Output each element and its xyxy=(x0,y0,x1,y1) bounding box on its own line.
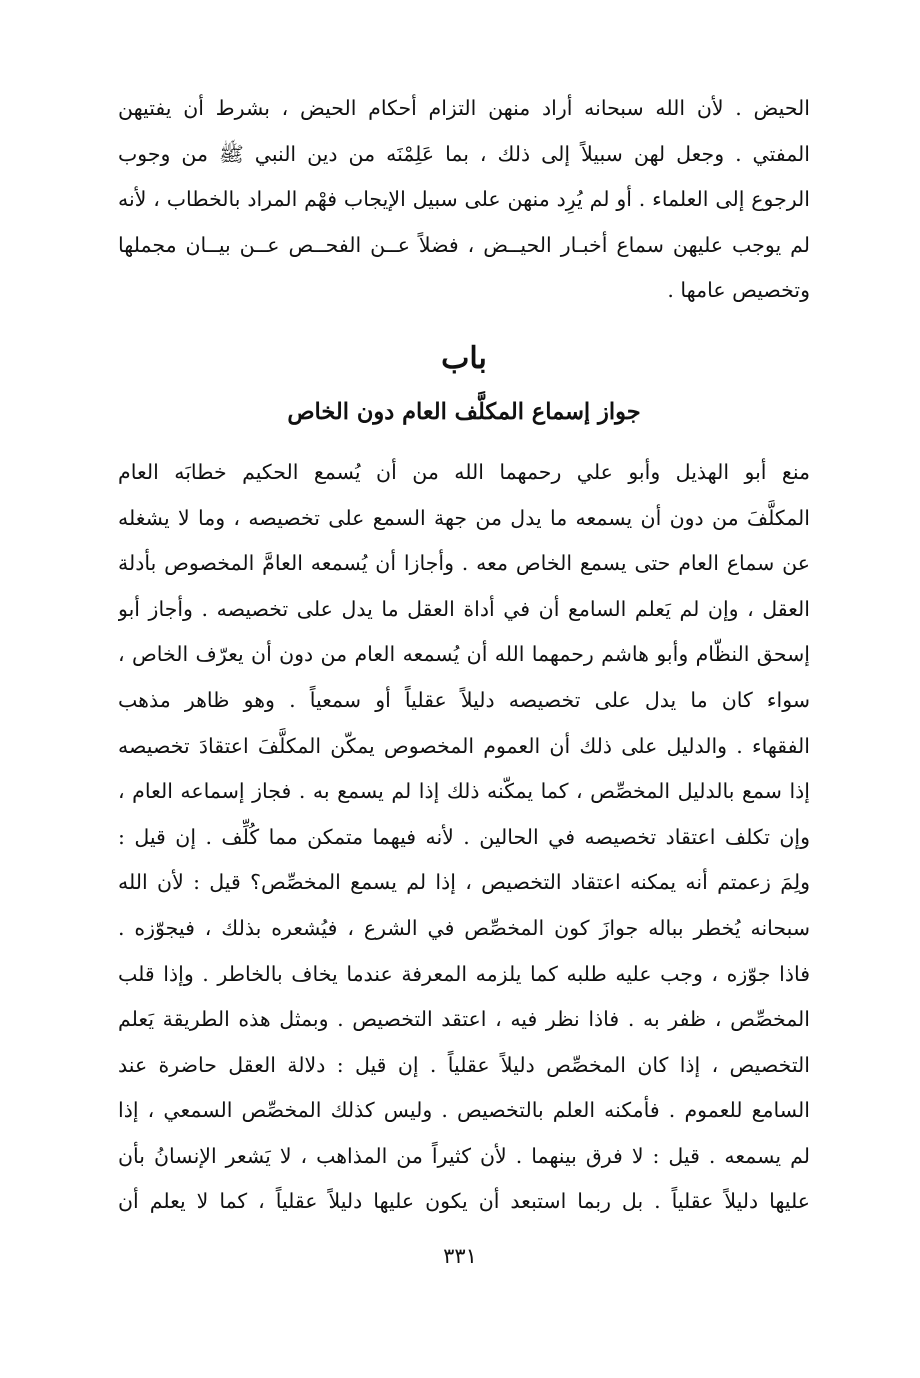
text-line: فاذا جوّزه ، وجب عليه طلبه كما يلزمه المعرفة عندما يخاف بالخاطر . وإذا قلب xyxy=(118,961,810,986)
text-line: إذا سمع بالدليل المخصِّص ، كما يمكّنه ذلك إذا لم يسمع به . فجاز إسماعه العام ، xyxy=(118,779,810,804)
text-line: الفقهاء . والدليل على ذلك أن العموم المخصوص يمكّن المكلَّفَ اعتقادَ تخصيصه xyxy=(118,733,810,758)
text-line: التخصيص ، إذا كان المخصِّص دليلاً عقلياً . إن قيل : دلالة العقل حاضرة عند xyxy=(118,1052,810,1077)
text-line: منع أبو الهذيل وأبو علي رحمهما الله من أن يُسمع الحكيم خطابَه العام xyxy=(118,459,810,484)
text-line: عليها دليلاً عقلياً . بل ربما استبعد أن يكون عليها دليلاً عقلياً ، كما لا يعلم أن xyxy=(118,1189,810,1214)
chapter-title: باب xyxy=(441,340,487,376)
text-line: سواء كان ما يدل على تخصيصه دليلاً عقلياً أو سمعياً . وهو ظاهر مذهب xyxy=(118,687,810,712)
text-line: ولِمَ زعمتم أنه يمكنه اعتقاد التخصيص ، إذا لم يسمع المخصِّص؟ قيل : لأن الله xyxy=(118,870,810,895)
chapter-subtitle: جواز إسماع المكلَّف العام دون الخاص xyxy=(287,398,641,425)
body-paragraph xyxy=(118,450,810,1225)
page-number: ٣٣١ xyxy=(443,1244,477,1268)
text-line: المخصِّص ، ظفر به . فاذا نظر فيه ، اعتقد التخصيص . وبمثل هذه الطريقة يَعلم xyxy=(118,1007,810,1032)
text-line: عن سماع العام حتى يسمع الخاص معه . وأجازا أن يُسمعه العامَّ المخصوص بأدلة xyxy=(118,551,810,576)
text-line: إسحق النظّام وأبو هاشم رحمهما الله أن يُسمعه العام من دون أن يعرّف الخاص ، xyxy=(118,642,810,667)
text-line: لم يوجب عليهن سماع أخبـار الحيــض ، فضلاً عــن الفحــص عــن بيــان مجملها xyxy=(118,232,810,257)
text-line: الرجوع إلى العلماء . أو لم يُرِد منهن على سبيل الإيجاب فهْم المراد بالخطاب ، لأنه xyxy=(118,187,810,212)
text-line: وتخصيص عامها . xyxy=(667,278,810,303)
text-line: لم يسمعه . قيل : لا فرق بينهما . لأن كثيراً من المذاهب ، لا يَشعر الإنسانُ بأن xyxy=(118,1143,810,1168)
intro-paragraph xyxy=(118,86,810,314)
page-content xyxy=(118,86,810,1225)
text-line: المفتي . وجعل لهن سبيلاً إلى ذلك ، بما عَلِمْنَه من دين النبي ﷺ من وجوب xyxy=(118,141,810,166)
text-line: سبحانه يُخطر بباله جوازَ كون المخصِّص في الشرع ، فيُشعره بذلك ، فيجوّزه . xyxy=(118,915,810,940)
text-line: المكلَّفَ من دون أن يسمعه ما يدل من جهة السمع على تخصيصه ، وما لا يشغله xyxy=(118,505,810,530)
text-line: العقل ، وإن لم يَعلم السامع أن في أداة العقل ما يدل على تخصيصه . وأجاز أبو xyxy=(118,596,810,621)
text-line: الحيض . لأن الله سبحانه أراد منهن التزام أحكام الحيض ، بشرط أن يفتيهن xyxy=(118,96,810,120)
text-line: وإن تكلف اعتقاد تخصيصه في الحالين . لأنه فيهما متمكن مما كُلِّف . إن قيل : xyxy=(118,824,810,849)
text-line: السامع للعموم . فأمكنه العلم بالتخصيص . وليس كذلك المخصِّص السمعي ، إذا xyxy=(118,1098,810,1123)
